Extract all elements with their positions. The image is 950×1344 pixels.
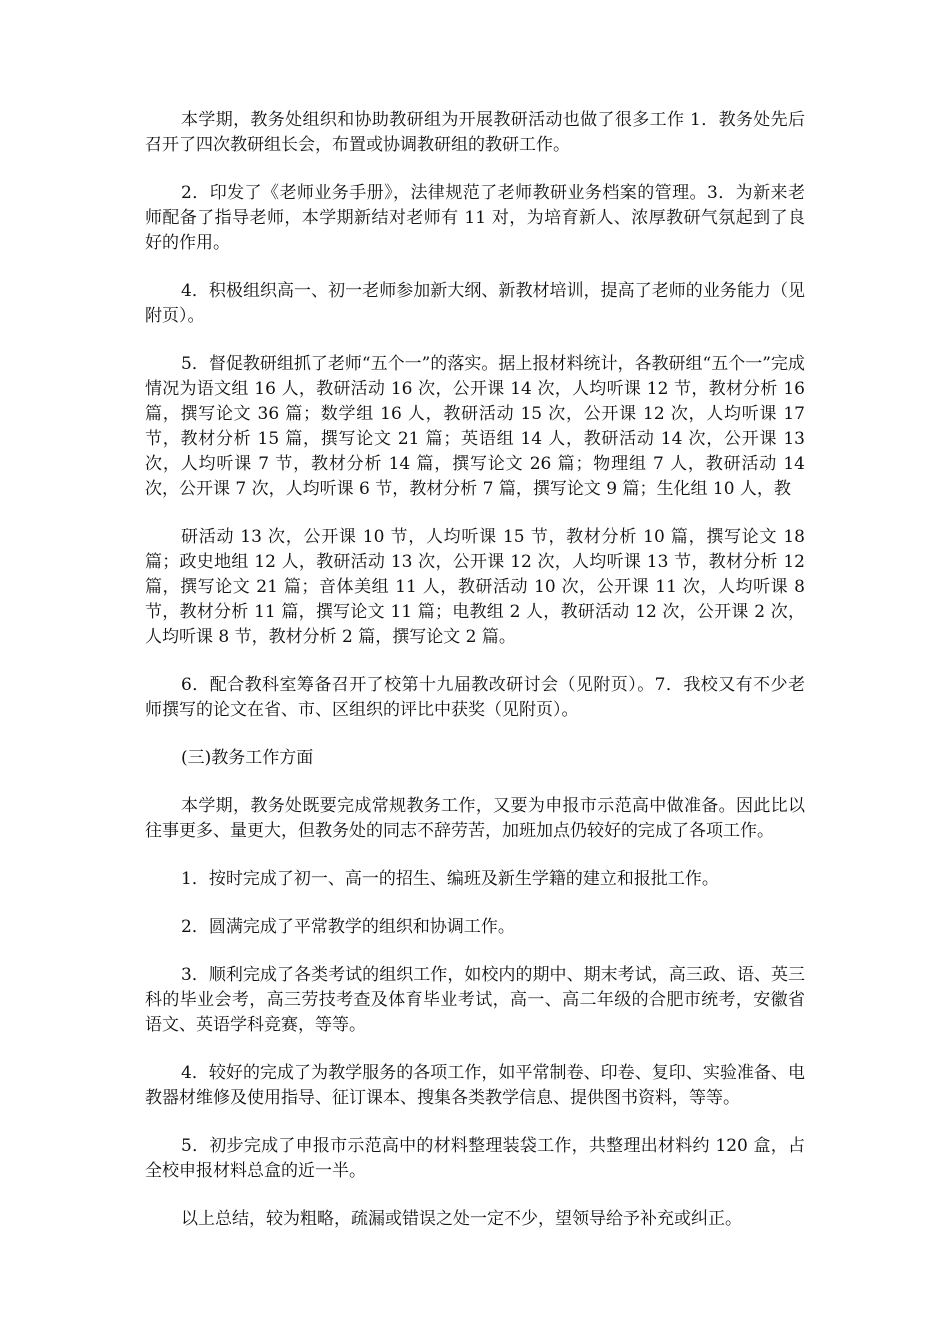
paragraph-exams: 3．顺利完成了各类考试的组织工作，如校内的期中、期末考试，高三政、语、英三科的毕业会考，高三劳技考查及体育毕业考试，高一、高二年级的合肥市统考，安徽省语文、英语学科竞赛，等等。 <box>145 965 805 1035</box>
paragraph-materials: 5．初步完成了申报市示范高中的材料整理装袋工作，共整理出材料约 120 盒，占全校申报材料总盒的近一半。 <box>145 1136 805 1181</box>
paragraph-five-ones-continued: 研活动 13 次，公开课 10 节，人均听课 15 节，教材分析 10 篇，撰写论文 18 篇；政史地组 12 人，教研活动 13 次，公开课 12 次，人均听课 13 节，教材分析 12 篇，撰写论文 21 篇；音体美组 11 人，教研活动 10 次，公开课 11 次，人均听课 8 节，教材分析 11 篇，撰写论文 11 篇；电教组 2 人，教研活动 12 次，公开课 2 次，人均听课 8 节，教材分析 2 篇，撰写论文 2 篇。 <box>145 527 805 647</box>
paragraph-training: 4．积极组织高一、初一老师参加新大纲、新教材培训，提高了老师的业务能力（见附页）。 <box>145 281 805 326</box>
paragraph-five-ones: 5．督促教研组抓了老师“五个一”的落实。据上报材料统计，各教研组“五个一”完成情况为语文组 16 人，教研活动 16 次，公开课 14 次，人均听课 12 节，教材分析 16 篇，撰写论文 36 篇；数学组 16 人，教研活动 15 次，公开课 12 次，人均听课 17 节，教材分析 15 篇，撰写论文 21 篇；英语组 14 人，教研活动 14 次，公开课 13 次，人均听课 7 节，教材分析 14 篇，撰写论文 26 篇；物理组 7 人，教研活动 14 次，公开课 7 次，人均听课 6 节，教材分析 7 篇，撰写论文 9 篇；生化组 10 人，教 <box>145 354 805 499</box>
paragraph-conclusion: 以上总结，较为粗略，疏漏或错误之处一定不少，望领导给予补充或纠正。 <box>181 1209 742 1229</box>
paragraph-coordination: 2．圆满完成了平常教学的组织和协调工作。 <box>181 917 515 937</box>
paragraph-enrollment: 1．按时完成了初一、高一的招生、编班及新生学籍的建立和报批工作。 <box>181 869 719 889</box>
paragraph-handbook: 2．印发了《老师业务手册》，法律规范了老师教研业务档案的管理。3．为新来老师配备了指导老师，本学期新结对老师有 11 对，为培育新人、浓厚教研气氛起到了良好的作用。 <box>145 183 805 253</box>
paragraph-research-intro: 本学期，教务处组织和协助教研组为开展教研活动也做了很多工作 1．教务处先后召开了四次教研组长会，布置或协调教研组的教研工作。 <box>145 110 805 155</box>
paragraph-seminar-awards: 6．配合教科室筹备召开了校第十九届教改研讨会（见附页）。7．我校又有不少老师撰写的论文在省、市、区组织的评比中获奖（见附页）。 <box>145 675 805 720</box>
paragraph-affairs-intro: 本学期，教务处既要完成常规教务工作，又要为申报市示范高中做准备。因此比以往事更多、量更大，但教务处的同志不辞劳苦，加班加点仍较好的完成了各项工作。 <box>145 796 805 841</box>
paragraph-services: 4．较好的完成了为教学服务的各项工作，如平常制卷、印卷、复印、实验准备、电教器材维修及使用指导、征订课本、搜集各类教学信息、提供图书资料，等等。 <box>145 1063 805 1108</box>
section-heading-academic-affairs: (三)教务工作方面 <box>181 748 314 768</box>
document-page <box>145 108 805 1232</box>
